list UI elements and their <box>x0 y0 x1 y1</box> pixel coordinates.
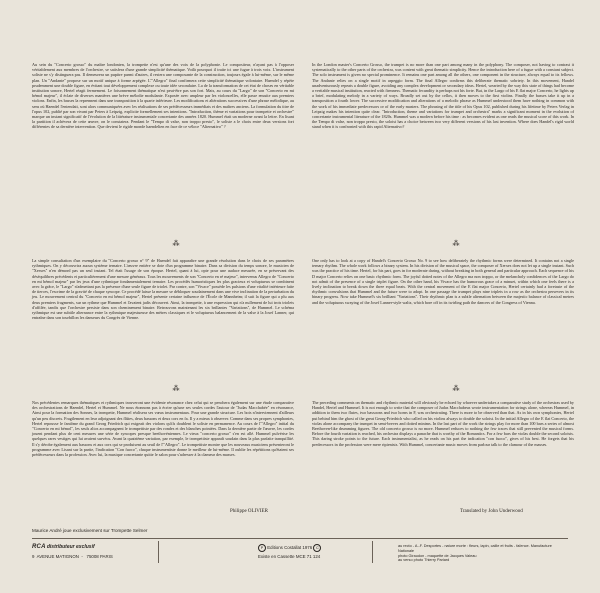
english-text-block-1: In the London master's Concerto Grosso, the trumpet is no more than one part among many in the polyphony. The composer, not having to contrast it systematically to the other parts of the orchestra, was content with great thematic simplicity. Hence the introduction here of a fugue with a constant subject. The solo instrument is given no special prominence. It remains one part among all the others, one component in the structure, always equal to its fellows. The Andante relies on a single motif in arpeggio form. The final Allegro confirms this deliberate thematic sobriety. In this movement, Handel unadventurously repeats a double figure, avoiding any complex development or secondary ideas. Hertel, wearied by the way this state of things had become a veritable musical institution, reacted with firmness. Thematic fecundity is perhaps not his forte. But, in the Largo of his E flat major Concerto, he lights up a brief, modulating melody in a variety of ways. Broadly set out by the cellos, it then moves to the first violins. Finally the basses take it up in a transposition a fourth lower. The successive modification and alterations of a melodic phrase as Hummel understood them have nothing in common with the work of his immediate predecessors or of the early masters. The phrasing of the title of his Opus 102, published during his lifetime by Peters Verlag in Leipzig makes his intention quite clear. "Introduction, theme and variations for trumpet and orchestra" marks a significant moment in the evolution of concertante instrumental literature of the 1820s. Hummel was a modern before his time : as becomes evident as one reads the musical score of this work. In the Tempo di valse, non troppo presto, the soloist has a choice between two very different versions of his last invention. Where does Handel's rigid world stand when it is confronted with this rapid Alternativo? <box>312 62 574 130</box>
distributor-line <box>32 544 95 550</box>
distributor-address: 9 AVENUE MATIGNON - 75008 PARIS <box>32 554 113 559</box>
ornament-en-1: ⁂ <box>452 240 460 248</box>
french-signature: Philippe OLIVIER <box>230 509 268 514</box>
french-text-block-2: La simple consultation d'un exemplaire du "Concerto grosso n° 9" de Haendel fait apparaître une grande résolution dans le choix de ses paramètres rythmiques. On y découvrira aucun système ternaire. L'œuvre entière se dote d'un programme binaire. Dans sa division du temps sonore, le musicien de "Xerxes" n'en démord pas un seul instant. Tel était l'usage de son époque. Hertel, quant à lui, opte pour une audace mesurée, en se préservant des déséquilibres précédents et particulièrement d'une mesure généraux. Tous les mouvements de son "Concerto en ré majeur", intervenus Allegro de "Concerto en mi bémol majeur" par les jeux d'une rythmique fondamentalement ternaire. Les procédés humoristiques les plus gracieux et voluptueux se combinent avec la grâce, le "Largo" n'admettant pas la présence d'une seule figure de triolet. Par contre, son "Vivace" possède les pulsions d'une vitalité intérieure faite de tierces, l'escrime de la gravité de chaque syncope. Ce procédé laisse la mesure se débloquer soudainement dans une vive inclination de la perturbation du jeu. Le mouvement central du "Concerto en mi bémol majeur", Hertel présente certaine influence de l'École de Mannheim; il suit la figure qui a plu aux deux premiers fragments, sur un rythme que Hummel et l'avaient jadis découvert. Ainsi, la trompette, à une expression qui n'a nullement de lui trois triolets d'affilée, tandis que l'orchestre persiste dans son cheminement binaire. Retrouvons maintenant les six brillantes "Variations", de Hummel. Le schéma rythmique est une subtile alternance entre la rythmique majestueuse des mètres classiques et le voluptueux balancement de la valse à la Josef Lanner, qui entraîne dans son tourbillon les danseurs du Congrès de Vienne. <box>32 258 294 321</box>
footer-separator-1 <box>158 541 159 563</box>
distributor-label: distributeur exclusif <box>46 544 95 550</box>
copyright-symbol: C <box>313 544 321 552</box>
maurice-andre-note: Maurice André joue exclusivement sur Trompette Selmer <box>32 528 148 533</box>
english-text-block-3: The preceding comments on thematic and rhythmic material will obviously be echoed by whoever undertakes a comparative study of the orchestras used by Handel, Hertel and Hummel. It is not enough to write that the composer of Judas Macchabeus wrote instrumentation for strings alone, whereas Hummel, in addition to them two flutes, two bassoons and two horns in F, was orchestrating. There is more to be observed than that. As in his own symphonies, Hertel put behind him the ghost of the great Georg-Friedrich who called on his violins always to double the soloist. In the initial Allegro of the E flat Concerto, the violas alone accompany the trumpet in semi-breves and dotted minims. In the last part of the work the strings play for more than 100 bars a series of almost Beethoven-like drumming figures. The old concerto grosso is no more. Hummel reduces to nothing the few traces that still prevented the musical forms. Before the fourth variation is reached, his orchestra displays a panache that is worthy of the Romantics. For a few bars the violas double the second soloists. This daring stroke points to the future. Each instrumentalist, as he reads on his part the indication "con fuoco", gives of his best. He forgets that his predecessors in the profession were mere ripienists. With Hummel, concertante music moves from parlour talk to the clamour of the masses. <box>312 400 574 447</box>
rca-logo: RCA <box>32 544 46 550</box>
footer-separator-2 <box>372 541 373 563</box>
footer-divider <box>32 538 568 539</box>
ornament-separator-1 <box>0 240 600 248</box>
french-text-block-1: Au sein du "Concerto grosso" du maître londonien, la trompette n'est qu'une des voix de la polyphonie. Le compositeur, n'ayant pas à l'opposer véritablement aux membres de l'orchestre, se satisfera d'une grande simplicité thématique. Voilà pourquoi il traite ici une fugue à trois voix. L'instrument soliste ne s'y distinguera pas. Il demeurera un pupitre parmi d'autres, il restera une composante de la construction, toujours égale à lui-même, sur le même plan. Un "Andante" propose sur un motif unique à forme arpégée. L'"Allegro" final confirmera cette simplicité thématique volontaire. Haendel y répète prudemment une double figure, en évitant tout développement complexe ou toute idée secondaire. La de la transformation de cet état de choses en véritable institution sonore, Hertel réagit fermement. Le foisonnement thématique n'est peut-être pas son fort. Mais, au cours du "Largo" de son "Concerto en mi bémol majeur", il éclate de diverses manières une brève mélodie modulante. Exposée avec ampleur par les violoncelles, elle passe ensuite aux premiers violons. Enfin, les basses la reprennent dans une transposition à la quarte inférieure. Les modifications et altérations successives d'une phrase mélodique, au sens où Haendel l'entendait, sont alors communiquées avec les réalisations de ses prédécesseurs immédiats et des maîtres anciens. La formulation du titre de l'opus 102, publié par son vivant par Peters à Leipzig, explicite formellement ses intentions. "Introduction, thème et variations pour trompette et orchestre" marque un instant significatif de l'évolution de la littérature instrumentale concertante des années 1820. Hummel était un moderne avant la lettre. En lisant la partition il achèvera de cette œuvre, on le constatera. Pendant le "Tempo di valse, non troppo presto", le soliste a le choix entre deux versions fort différentes de sa dernière intervention. Que devient le rigide monde haendelien en face de ce véloce "Alternativo" ? <box>32 62 294 130</box>
cassette-line: Existe en Cassette MCE 71 124 <box>258 554 321 559</box>
french-text-block-3: Nos précédentes remarques thématiques et rythmiques trouveront une évidente résonance chez celui qui se penchera également sur une étude comparative des orchestrations de Haendel, Hertel et Hummel. Ne nous étonnons pas à écrire qu'une ses seules cordes l'autour de "Judas Macchabée" en résonance, Ainsi pour la formation des Sonnes, la trompette, Hummel réalisera ses vœux instrumentaux. Pour une grande structure. Les bois n'interviennent d'ailleurs qu'un peu discrets. Fragilement en leur adjoignant des flûtes, deux bassons et deux cors en fa. Il y a mieux à observer. Comme dans ses propres symphonies, Hertel repousse le fantôme du grand Georg Friedrich qui exigeait des violons qu'ils doublent le soliste en permanence. Au cours de l'"Allegro" initial du "Concerto en mi bémol", les seuls altos accompagnent le trompettiste par des rondes et des blanches pointées. Dans la dernière partie de l'œuvre, les cordes jouent pendant plus de cent mesures une série de syncopes presque beethovéniennes. Le vieux "concerto grosso" s'en est allé. Hummel pulvérise les quelques rares vestiges qui lui avaient survécu. Avant la quatrième variation, par exemple, le trompettiste apparaît soudain dans la plus parfaite tranquillité. Il s'y dérobe également aux bassons et aux cors qui se produisent au seuil de l'"Allegro". Le trompettiste montre que les nouveaux musiciens présenteront le programme avec Lisant sur la partie, l'indication "Con fuoco", chaque instrumentiste donne le meilleur de lui-même. Il oublie les répétitions qu'étaient ses prédécesseurs dans la profession. Avec lui, la musique concertante quitte le salon pour s'adresser à la clameur des masses. <box>32 400 294 458</box>
translator-credit: Translated by John Underwood <box>460 509 523 514</box>
copyright-line: P Editions Costallat 1976 C <box>258 544 321 552</box>
english-text-block-2: One only has to look at a copy of Handel's Concerto Grosso No. 9 to see how deliberately the rhythmic forms were determined. It contains not a single ternary rhythm. The whole work follows a binary system. In his division of the musical space, the composer of Xerxes does not let up a single instant. Such was the practice of his time. Hertel, for his part, goes in for moderate daring, without breaking in both general and particular approach. Each sequence of his D major Concerto relies on one basic rhythmic form. The joyful dotted notes of the Allegro ma non troppo, or the melancholy confidences of the Largo do not admit of the presence of a single triplet figure. On the other hand, his Vivace has the humorous grace of a minuet, within which one feels there is a lively inclination to break down the three equal beats. With the central movement of the E flat major Concerto, Hertel certainly had a foretaste of the rhythmic convulsions that Hummel and the future were to adopt. In one passage the trumpet plays nine triplets in a row as the orchestra persevers in its binary progress. Now take Hummel's six brilliant "Variations". Their rhythmic plan is a subtle alternation between the majestic balance of classical metres and the voluptuous swaying of the Josef Lanner-style waltz, which bore off in its twirling path the dancers of the Congress of Vienna. <box>312 258 574 305</box>
ornament-en-2: ⁂ <box>452 385 460 393</box>
cover-credits: au recto - A.-F. Desportes - nature morte : fleurs, lapin, caille et fruits - faïence. Manufacture Nationale photo Giraudon - maquette de Jacques Valeau au verso photo Thierry Pariard <box>398 544 552 563</box>
phonogram-symbol: P <box>258 544 266 552</box>
ornament-separator-2 <box>0 385 600 393</box>
ornament-fr-2: ⁂ <box>172 385 180 393</box>
ornament-fr-1: ⁂ <box>172 240 180 248</box>
